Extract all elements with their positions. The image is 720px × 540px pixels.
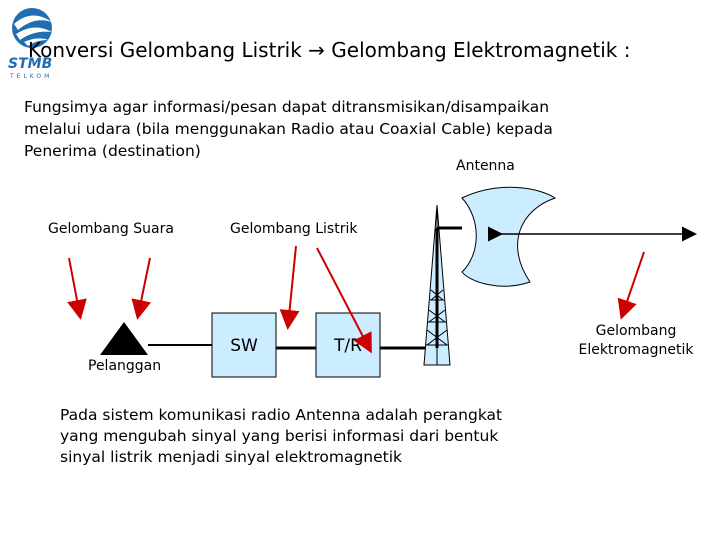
- electric-wave-arrow: [288, 246, 296, 326]
- antenna-note: Pada sistem komunikasi radio Antenna adalah perangkat yang mengubah sinyal yang berisi informasi dari bentuk sinyal listrik menjadi sinyal elektromagnetik: [60, 406, 503, 466]
- logo-subtext: TELKOM: [10, 73, 53, 80]
- gelombang-elektromagnetik-label: Gelombang Elektromagnetik: [578, 323, 694, 358]
- gelombang-suara-label: Gelombang Suara: [48, 221, 174, 237]
- telephone-icon: [100, 322, 148, 355]
- antenna-label: Antenna: [456, 158, 515, 174]
- em-wave-label-arrow: [622, 252, 644, 316]
- antenna-tower-icon: [424, 205, 462, 365]
- intro-text: Fungsimya agar informasi/pesan dapat ditransmisikan/disampaikan melalui udara (bila menggunakan Radio atau Coaxial Cable) kepada Penerima (destination): [24, 98, 553, 160]
- sound-wave-arrow: [138, 258, 150, 316]
- gelombang-listrik-label: Gelombang Listrik: [230, 221, 358, 237]
- sw-label: SW: [230, 336, 258, 356]
- dish-antenna-icon: [462, 187, 555, 286]
- pelanggan-label: Pelanggan: [88, 358, 162, 374]
- title-arrow: →: [308, 38, 325, 62]
- title-right: Gelombang Elektromagnetik :: [331, 38, 631, 62]
- sound-wave-arrow: [69, 258, 80, 316]
- logo-text: STMB: [8, 56, 53, 72]
- title-left: Konversi Gelombang Listrik: [28, 38, 302, 62]
- tr-label: T/R: [334, 336, 362, 356]
